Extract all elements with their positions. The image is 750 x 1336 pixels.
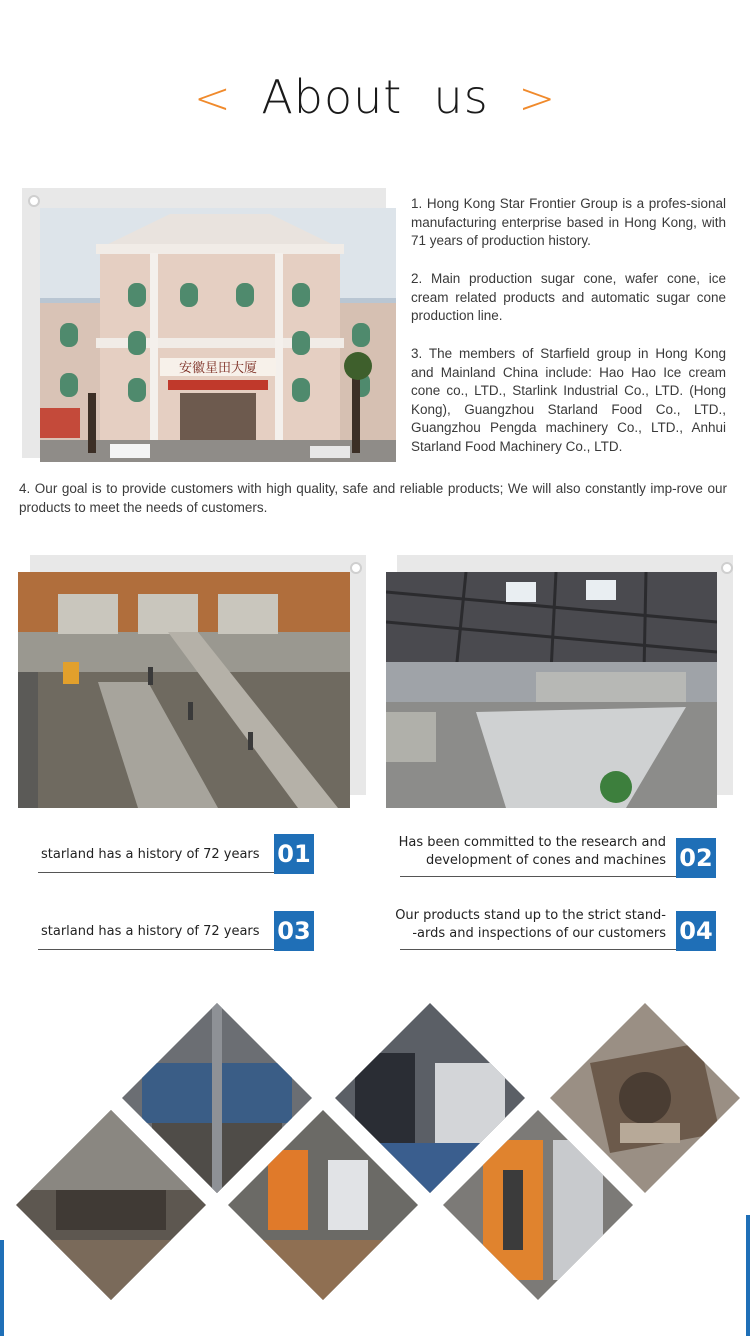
about-paragraph-4: 4. Our goal is to provide customers with high quality, safe and reliable products; We will also constantly imp-rove our products to meet the needs of customers.: [19, 481, 727, 515]
title-bracket-left: <: [193, 73, 232, 124]
frame-dot: [28, 195, 40, 207]
feature-underline: [400, 876, 680, 877]
title-bracket-right: >: [518, 73, 557, 124]
feature-underline: [38, 872, 278, 873]
about-paragraph-1: 1. Hong Kong Star Frontier Group is a profes-sional manufacturing enterprise based in Hong Kong, with 71 years of production history.: [411, 196, 726, 249]
feature-text-line-1: Our products stand up to the strict stand-: [395, 908, 666, 923]
feature-item-02: [396, 834, 716, 878]
feature-underline: [38, 949, 278, 950]
feature-text: starland has a history of 72 years: [41, 924, 260, 939]
left-accent-bar: [0, 1240, 4, 1336]
building-photo: [40, 208, 396, 462]
feature-text: [395, 907, 666, 943]
feature-text-line-2: development of cones and machines: [425, 853, 666, 868]
right-accent-bar: [746, 1215, 750, 1336]
feature-text: [399, 834, 666, 870]
feature-underline: [400, 949, 680, 950]
feature-text-line-1: Has been committed to the research and: [398, 835, 666, 850]
frame-dot: [350, 562, 362, 574]
feature-number-badge: 04: [676, 911, 716, 951]
page-title: [0, 70, 750, 124]
frame-dot: [721, 562, 733, 574]
feature-text-line-2: -ards and inspections of our customers: [412, 926, 666, 941]
feature-item-04: [396, 907, 716, 951]
factory-photo-1: [18, 572, 350, 808]
feature-number-badge: 03: [274, 911, 314, 951]
feature-number-badge: 02: [676, 838, 716, 878]
feature-item-01: [38, 834, 314, 874]
feature-text: starland has a history of 72 years: [41, 847, 260, 862]
factory-photo-2: [386, 572, 717, 808]
feature-number-badge: 01: [274, 834, 314, 874]
feature-item-03: [38, 911, 314, 951]
about-paragraph-3: 3. The members of Starfield group in Hong Kong and Mainland China include: Hao Hao Ice cream cone co., LTD., Starlink Industrial Co., LTD. (Hong Kong), Guangzhou Starland Food Co., LTD., Guangzhou Pengda machinery Co., LTD., Anhui Starland Food Machinery Co., LTD.: [411, 346, 726, 454]
building-sign-text: 安徽星田大厦: [178, 361, 258, 376]
about-paragraph-2: 2. Main production sugar cone, wafer cone, ice cream related products and automatic sugar cone production line.: [411, 271, 726, 324]
title-text: About us: [261, 70, 489, 124]
